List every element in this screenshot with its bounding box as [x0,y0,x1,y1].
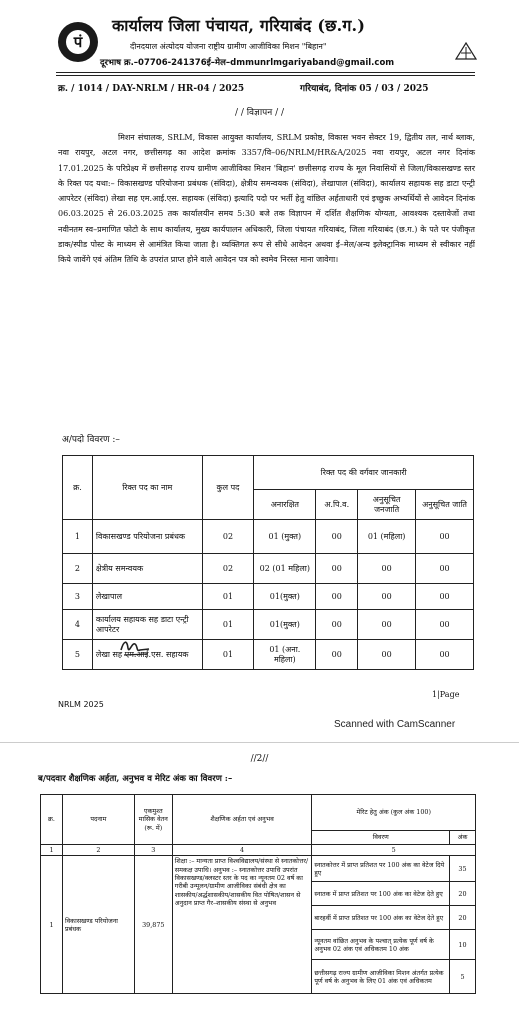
q-cell-merit-text: बारहवीं में प्राप्त प्रतिशत पर 100 अंक का वेटेज देते हुए [312,906,450,930]
logo-letter: पं [66,30,90,54]
reference-number: क्र. / 1014 / DAY-NRLM / HR-04 / 2025 [58,84,245,94]
posts-col-post: रिक्त पद का नाम [92,456,202,520]
q-col-salary: एकमुश्त मासिक वेतन (रू. में) [134,795,172,845]
qualification-header-row [41,795,476,831]
cell-sc: 00 [416,610,474,640]
signature-icon [118,636,152,658]
table-row [63,610,474,640]
contact-line: दूरभाष क्र.–07706-241376ई–मेल–dmmunrlmgariyaband@gmail.com [100,58,395,68]
q-cell-merit-marks: 35 [450,856,476,882]
cell-sno: 2 [63,554,93,584]
q-col-merit: मेरिट हेतु अंक (कुल अंक 100) [312,795,476,831]
cell-ur: 01(मुक्त) [254,610,316,640]
header-rule [56,72,475,73]
notice-heading: / / विज्ञापन / / [234,108,285,118]
cell-sno: 1 [63,520,93,554]
cell-sno: 3 [63,584,93,610]
page-2 [0,750,519,1024]
header-rule-thin [56,75,475,76]
q-cell-merit-text: छत्तीसगढ़ राज्य ग्रामीण आजीविका मिशन अंतर्गत प्रत्येक पूर्ण वर्ष के अनुभव के लिए 01 अंक एवं अधिकतम [312,960,450,994]
cell-obc: 00 [316,520,358,554]
table-row [63,584,474,610]
q-col-marks: अंक [450,831,476,845]
cell-total: 01 [202,584,254,610]
cell-post: कार्यालय सहायक सह डाटा एन्ट्री आपरेटर [92,610,202,640]
q-col-post: पदनाम [62,795,134,845]
col-number: 5 [312,845,476,856]
page-number: 1|Page [432,690,460,699]
q-col-sno: क्र. [41,795,63,845]
q-cell-merit-marks: 5 [450,960,476,994]
notice-body: मिशन संचालक, SRLM, विकास आयुक्त कार्यालय, SRLM प्रकोष्ठ, विकास भवन सेक्टर 19, द्वितीय तल, नार्थ ब्लाक, नवा रायपुर, अटल नगर, छत्तीसगढ़ का आदेश क्रमांक 3357/वि–06/NRLM/HR&A/2025 नवा रायपुर, अटल नगर दिनांक 17.01.2025 के परिप्रेक्ष्य में छत्तीसगढ़ राज्य ग्रामीण आजीविका मिशन 'बिहान' छत्तीसगढ़ राज्य के मूल निवासियों से जिला/विकासखण्ड स्तर के रिक्त पद यथा:– विकासखण्ड परियोजना प्रबंधक (संविदा), क्षेत्रीय समन्वयक (संविदा), लेखापाल (संविदा), कार्यालय सहायक सह डाटा एन्ट्री आपरेटर (संविदा) लेखा सह एम.आई.एस. सहायक (संविदा) इत्यादि पदो पर भर्ती हेतु वांछित अर्हताधारी एवं इच्छुक अभ्यर्थियों से आवेदन दिनांक 06.03.2025 से 26.03.2025 तक कार्यालयीन समय 5:30 बजे तक विज्ञापन में दर्शित शैक्षणिक योग्यता, आवश्यक दस्तावेजों तथा नवीनतम स्व–प्रमाणित फोटो के साथ कार्यालय, मुख्य कार्यपालन अधिकारी, जिला पंचायत गरियाबंद, जिला गरियाबंद (छ.ग.) के पते पर पंजीकृत डाक/स्पीड पोस्ट के माध्यम से आमंत्रित किया जाता है। व्यक्तिगत रूप से सीधे आवेदन अथवा ई–मेल/अन्य इलेक्ट्रानिक माध्यम से स्वीकार नहीं किये जावेंगे एवं अंतिम तिथि के उपरांत प्राप्त होने वाले आवेदन पत्र को स्वमेव निरस्त माना जावेगा। [58,133,475,265]
q-cell-merit-text: स्नातक में प्राप्त प्रतिशत पर 100 अंक का वेटेज देते हुए [312,882,450,906]
reference-date: गरियाबंद, दिनांक 05 / 03 / 2025 [300,84,429,94]
col-number: 1 [41,845,63,856]
cell-st: 00 [358,640,416,670]
cell-total: 02 [202,520,254,554]
q-col-qualification: शैक्षणिक अर्हता एवं अनुभव [172,795,312,845]
panchayat-logo [58,22,98,62]
cell-total: 02 [202,554,254,584]
posts-col-obc: अ.पि.व. [316,490,358,520]
bihan-logo-icon [455,42,477,62]
cell-sc: 00 [416,584,474,610]
cell-obc: 00 [316,554,358,584]
table-row [63,520,474,554]
cell-obc: 00 [316,610,358,640]
q-cell-post: विकासखण्ड परियोजना प्रबंधक [62,856,134,994]
cell-post: लेखा सह एम.आई.एस. सहायक [92,640,202,670]
cell-ur: 01 (मुक्त) [254,520,316,554]
qualification-table [40,794,476,994]
q-cell-merit-marks: 20 [450,906,476,930]
page-2-heading: //2// [250,754,269,764]
q-cell-merit-text: स्नातकोत्तर में प्राप्त प्रतिशत पर 100 अंक का वेटेज दिये हुए [312,856,450,882]
cell-sc: 00 [416,640,474,670]
q-col-details: विवरण [312,831,450,845]
cell-st: 00 [358,584,416,610]
cell-total: 01 [202,610,254,640]
footer-label: NRLM 2025 [58,700,104,709]
q-cell-merit-marks: 10 [450,930,476,960]
q-cell-merit-text: न्यूनतम वांछित अनुभव के पश्चात् प्रत्येक पूर्ण वर्ष के अनुभव 02 अंक एवं अधिकतम 10 अंक [312,930,450,960]
office-title: कार्यालय जिला पंचायत, गरियाबंद (छ.ग.) [112,16,366,35]
cell-ur: 01 (अना. महिला) [254,640,316,670]
posts-col-unreserved: अनारक्षित [254,490,316,520]
table-row [63,554,474,584]
posts-col-st: अनुसूचित जनजाति [358,490,416,520]
cell-obc: 00 [316,584,358,610]
page-separator [0,742,519,750]
cell-st: 01 (महिला) [358,520,416,554]
column-number-row [41,845,476,856]
cell-post: लेखापाल [92,584,202,610]
table-row [41,856,476,882]
cell-post: क्षेत्रीय समन्वयक [92,554,202,584]
scanner-watermark: Scanned with CamScanner [334,719,456,730]
posts-col-sno: क्र. [63,456,93,520]
col-number: 2 [62,845,134,856]
cell-sno: 4 [63,610,93,640]
cell-sc: 00 [416,520,474,554]
posts-col-sc: अनुसूचित जाति [416,490,474,520]
cell-total: 01 [202,640,254,670]
q-cell-salary: 39,875 [134,856,172,994]
q-cell-merit-marks: 20 [450,882,476,906]
cell-obc: 00 [316,640,358,670]
cell-ur: 02 (01 महिला) [254,554,316,584]
col-number: 4 [172,845,312,856]
posts-col-total: कुल पद [202,456,254,520]
cell-sc: 00 [416,554,474,584]
cell-sno: 5 [63,640,93,670]
cell-st: 00 [358,610,416,640]
qualification-section-title: ब/पदवार शैक्षणिक अर्हता, अनुभव व मेरिट अंक का विवरण :– [38,774,233,784]
cell-post: विकासखण्ड परियोजना प्रबंधक [92,520,202,554]
q-cell-sno: 1 [41,856,63,994]
q-cell-qualification: शिक्षा :– मान्यता प्राप्त विश्वविद्यालय/संस्था से स्नातकोत्तर/समकक्ष उपाधि। अनुभव :– स्नातकोत्तर उपाधि उपरांत विकासखण्ड/क्लस्टर स्तर के पद का न्यूनतम 02 वर्ष का गरीबी उन्मूलन/ग्रामीण आजीविका संबंधी क्षेत्र का शासकीय/अर्द्धशासकीय/शासकीय वित पोषित/शासन से अनुदान प्राप्त गैर–शासकीय संस्था से अनुभव [172,856,312,994]
cell-ur: 01(मुक्त) [254,584,316,610]
posts-col-group: रिक्त पद की वर्गवार जानकारी [254,456,474,490]
posts-header-row [63,456,474,490]
posts-section-title: अ/पदो विवरण :– [62,435,120,445]
col-number: 3 [134,845,172,856]
mission-subtitle: दीनदयाल अंत्योदय योजना राष्ट्रीय ग्रामीण आजीविका मिशन "बिहान" [130,42,327,51]
cell-st: 00 [358,554,416,584]
